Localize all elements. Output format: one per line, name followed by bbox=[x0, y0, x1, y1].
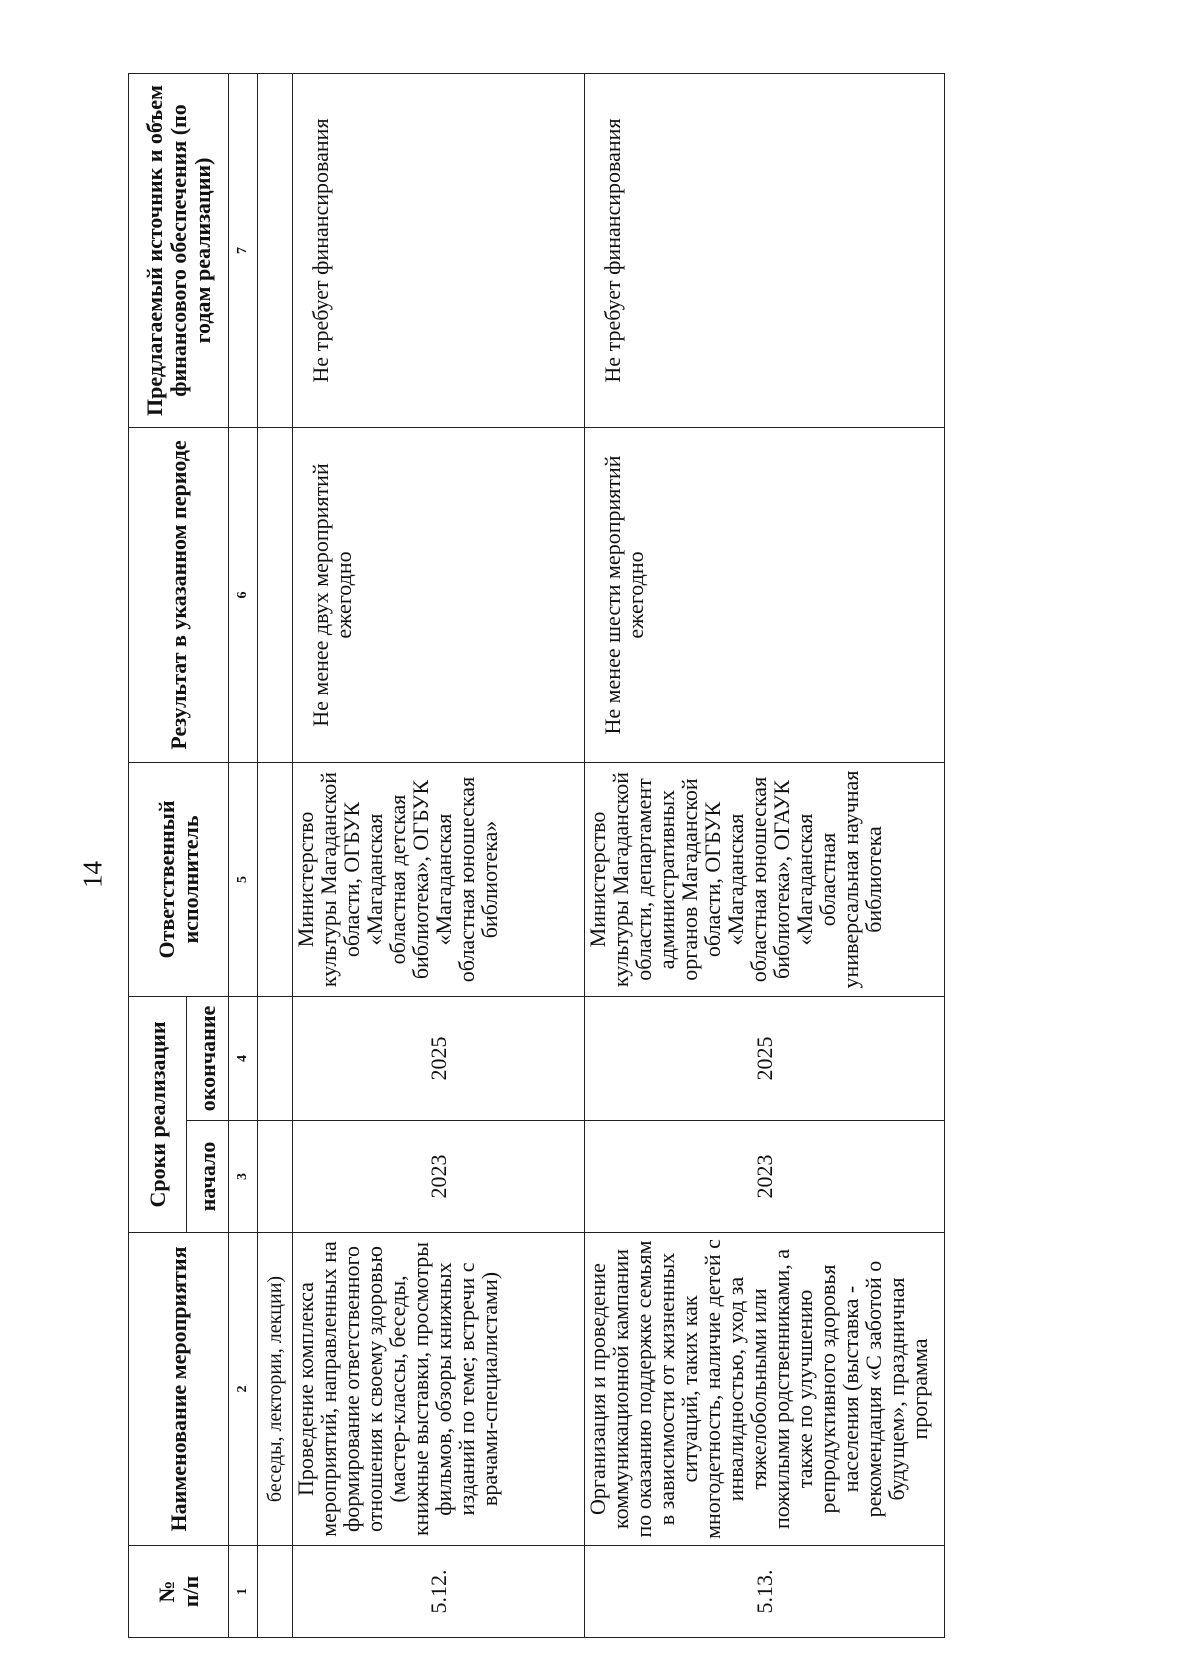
row-number: 5.13. bbox=[585, 1546, 945, 1638]
row-number: 5.12. bbox=[293, 1546, 585, 1638]
empty-cell bbox=[258, 428, 293, 763]
table-row bbox=[293, 74, 585, 1638]
start-year: 2023 bbox=[585, 1121, 945, 1233]
finance-text: Не требует финансирования bbox=[293, 74, 585, 428]
column-number: 7 bbox=[229, 74, 258, 428]
header-result: Результат в указанном периоде bbox=[129, 428, 229, 763]
continuation-num-cell bbox=[258, 1546, 293, 1638]
column-number: 6 bbox=[229, 428, 258, 763]
continuation-row bbox=[258, 74, 293, 1638]
header-responsible: Ответственный исполнитель bbox=[129, 763, 229, 997]
column-number-row bbox=[229, 74, 258, 1638]
column-number: 2 bbox=[229, 1233, 258, 1546]
end-year: 2025 bbox=[585, 997, 945, 1121]
column-number: 3 bbox=[229, 1121, 258, 1233]
result-text: Не менее шести мероприятий ежегодно bbox=[585, 428, 945, 763]
empty-cell bbox=[258, 1121, 293, 1233]
empty-cell bbox=[258, 74, 293, 428]
measures-table bbox=[128, 73, 945, 1638]
header-finance: Предлагаемый источник и объем финансового обеспечения (по годам реализации) bbox=[129, 74, 229, 428]
header-end: окончание bbox=[187, 997, 229, 1121]
column-number: 1 bbox=[229, 1546, 258, 1638]
result-text: Не менее двух мероприятий ежегодно bbox=[293, 428, 585, 763]
responsible-executor: Министерство культуры Магаданской области, ОГБУК «Магаданская областная детская библиотека», ОГБУК «Магаданская областная юношеская библиотека» bbox=[293, 763, 585, 997]
header-terms: Сроки реализации bbox=[129, 997, 187, 1233]
measure-name: Проведение комплекса мероприятий, направленных на формирование ответственного отношения к своему здоровью (мастер-классы, беседы, книжные выставки, просмотры фильмов, обзоры книжных изданий по теме; встречи с врачами-специалистами) bbox=[293, 1233, 585, 1546]
column-number: 5 bbox=[229, 763, 258, 997]
page-number: 14 bbox=[77, 861, 108, 888]
end-year: 2025 bbox=[293, 997, 585, 1121]
responsible-executor: Министерство культуры Магаданской области, департамент административных органов Магаданской области, ОГБУК «Магаданская областная юношеская библиотека», ОГАУК «Магаданская областная универсальная научная библиотека bbox=[585, 763, 945, 997]
table-row bbox=[585, 74, 945, 1638]
document-table-rotated bbox=[128, 74, 1058, 1638]
column-number: 4 bbox=[229, 997, 258, 1121]
empty-cell bbox=[258, 997, 293, 1121]
empty-cell bbox=[258, 763, 293, 997]
header-start: начало bbox=[187, 1121, 229, 1233]
header-num: № п/п bbox=[129, 1546, 229, 1638]
continuation-text: беседы, лектории, лекции) bbox=[258, 1233, 293, 1546]
start-year: 2023 bbox=[293, 1121, 585, 1233]
finance-text: Не требует финансирования bbox=[585, 74, 945, 428]
header-name: Наименование мероприятия bbox=[129, 1233, 229, 1546]
measure-name: Организация и проведение коммуникационной кампании по оказанию поддержке семьям в зависимости от жизненных ситуаций, таких как многодетность, наличие детей с инвалидностью, уход за тяжелобольными или пожилыми родственниками, а также по улучшению репродуктивного здоровья населения (выставка - рекомендация «С заботой о будущем», праздничная программа bbox=[585, 1233, 945, 1546]
